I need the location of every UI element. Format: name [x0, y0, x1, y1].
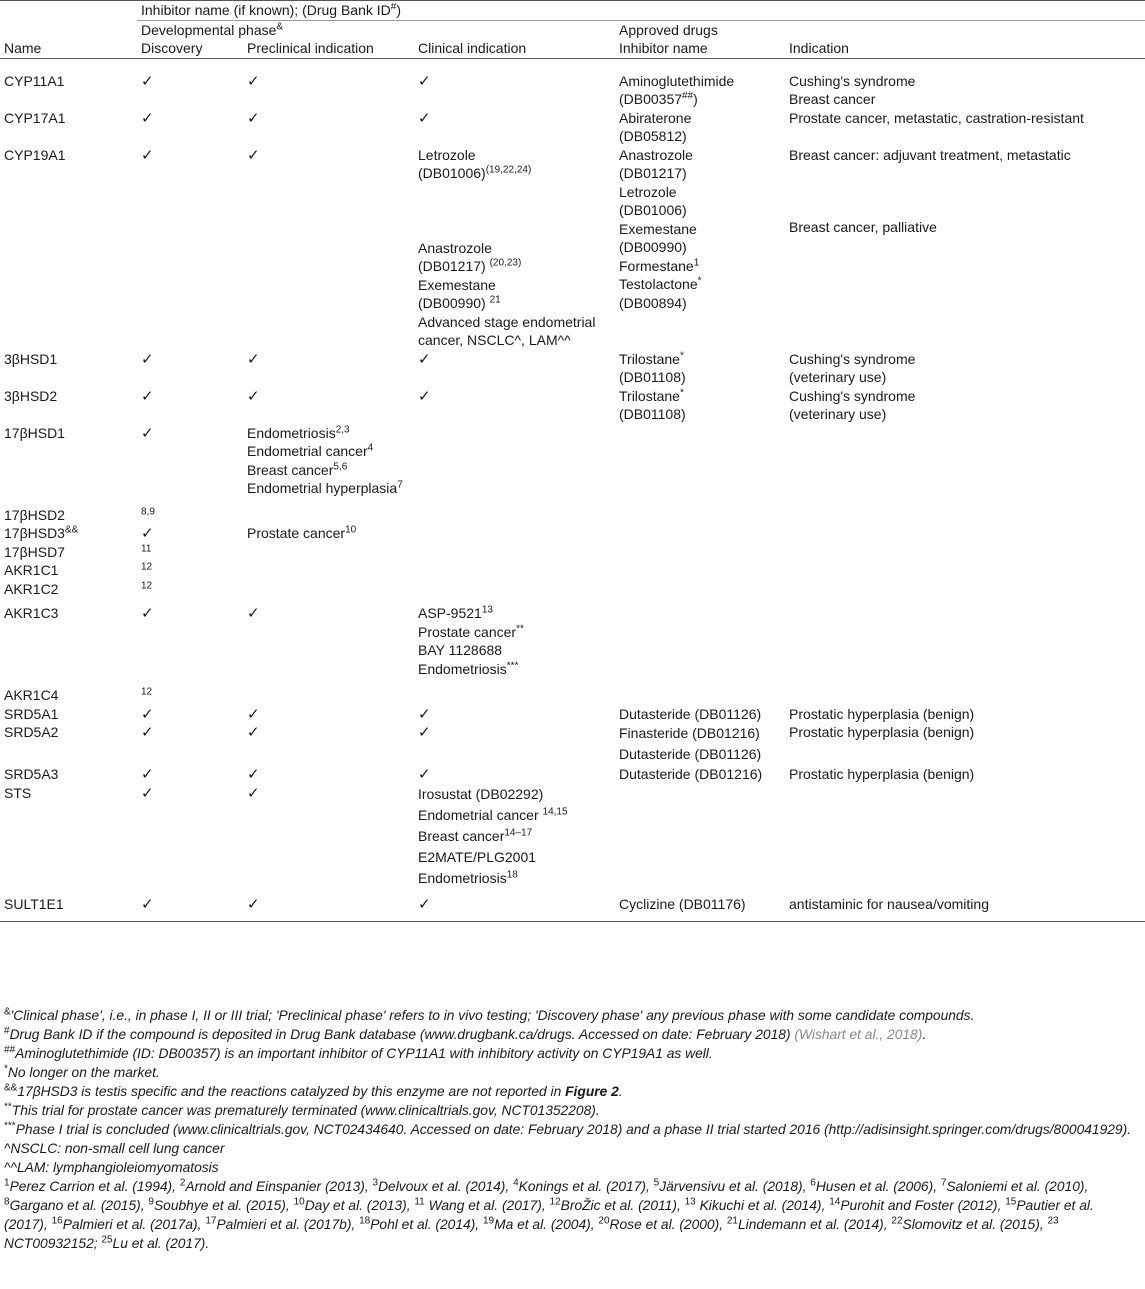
reference-link[interactable]: BroŽic et al. (2011)	[560, 1198, 677, 1213]
inhibitor-cell: Trilostane* (DB01108)	[619, 349, 686, 385]
inhibitor-cell: Trilostane* (DB01108)	[619, 386, 686, 422]
reference-mark: 4	[513, 1177, 519, 1189]
reference-mark: 17	[205, 1215, 217, 1227]
row-name: CYP17A1	[4, 109, 66, 126]
table-row	[0, 146, 1145, 350]
indication-cell: Prostatic hyperplasia (benign)	[789, 766, 975, 782]
discovery-check: ✓	[141, 349, 154, 368]
table-row	[0, 723, 1145, 765]
footnote: ^NSCLC: non-small cell lung cancer	[4, 1141, 225, 1156]
preclinical-check: ✓	[247, 765, 260, 783]
reference-link[interactable]: Perez Carrion et al. (1994)	[9, 1179, 173, 1194]
reference-mark: 21	[726, 1215, 738, 1227]
approved-header: Approved drugs	[615, 20, 1145, 39]
col-name: Name	[0, 39, 137, 58]
reference-mark: 15	[1005, 1196, 1017, 1208]
reference-mark: 20	[598, 1215, 610, 1227]
reference-mark: 11	[414, 1196, 425, 1208]
clinical-cell: Irosustat (DB02292) Endometrial cancer $^{14,15}$ Breast cancer$^{14-17}$ E2MATE/PLG2001 Endometriosis$^{18}$	[418, 785, 568, 886]
reference-link[interactable]: Slomovitz et al. (2015)	[902, 1217, 1040, 1232]
reference-mark: 5	[653, 1177, 660, 1189]
row-name: SULT1E1	[0, 895, 137, 922]
indication-cell: Prostatic hyperplasia (benign)	[789, 724, 975, 740]
discovery-check: ✓	[141, 604, 154, 622]
reference-link[interactable]: Lindemann et al. (2014)	[738, 1217, 884, 1232]
dev-phase-header: Developmental phase&	[137, 20, 615, 39]
discovery-ref: 11	[141, 542, 152, 554]
inhibitor-cell: Cyclizine (DB01176)	[615, 895, 785, 922]
table-row	[0, 561, 1145, 580]
reference-link[interactable]: Lu et al. (2017)	[112, 1236, 206, 1251]
header-row-columns	[0, 39, 1145, 58]
table-row	[0, 765, 1145, 784]
reference-link[interactable]: Rose et al. (2000)	[609, 1217, 720, 1232]
col-discovery: Discovery	[137, 39, 243, 58]
reference-mark: 7	[940, 1177, 947, 1189]
discovery-ref: 12	[141, 686, 153, 698]
inhibitor-cell: Abiraterone (DB05812)	[619, 109, 692, 144]
table-row	[0, 506, 1145, 525]
footnote: ***Phase I trial is concluded (www.clinicaltrials.gov, NCT02434640. Accessed on date: February 2018) and a phase II trial started 2016 (http://adisinsight.springer.com/drugs/800041929).	[4, 1120, 1132, 1137]
reference-link[interactable]: Järvensivu et al. (2018)	[659, 1179, 803, 1194]
table-row	[0, 784, 1145, 895]
discovery-ref: 12	[141, 579, 153, 591]
inhibitor-cell: Anastrozole (DB01217) Letrozole (DB01006) Exemestane (DB00990) Formestane$^1$ Testolactone* (DB00894)	[619, 146, 702, 311]
header-row-phase	[0, 20, 1145, 39]
col-inhibitor: Inhibitor name	[615, 39, 785, 58]
reference-mark: 6	[810, 1177, 816, 1189]
reference-link[interactable]: Ma et al. (2004)	[494, 1217, 591, 1232]
reference-mark: 2	[179, 1177, 186, 1189]
reference-mark: 10	[293, 1196, 305, 1208]
header-row-group	[0, 1, 1145, 21]
inhibitor-cell: Dutasteride (DB01216)	[619, 766, 763, 782]
inhibitor-cell: Aminoglutethimide (DB00357##)	[619, 72, 735, 107]
preclinical-cell: Prostate cancer$^{10}$	[247, 524, 357, 541]
table-row	[0, 524, 1145, 543]
clinical-check: ✓	[418, 108, 431, 127]
row-name: SRD5A3	[4, 766, 59, 782]
table-row	[0, 109, 1145, 146]
indication-cell: Prostate cancer, metastatic, castration-resistant	[789, 109, 1084, 126]
preclinical-check: ✓	[243, 895, 414, 922]
reference-mark: 8	[4, 1196, 10, 1208]
reference-link[interactable]: Pohl et al. (2014)	[370, 1217, 476, 1232]
row-name: CYP11A1	[4, 72, 65, 89]
figure-2-link[interactable]: Figure 2	[565, 1084, 619, 1099]
row-name: 17βHSD3&&	[4, 524, 79, 541]
row-name: 3βHSD2	[4, 387, 58, 404]
table-row	[0, 686, 1145, 705]
preclinical-check: ✓	[247, 723, 260, 741]
preclinical-check: ✓	[247, 604, 260, 622]
indication-cell: Cushing's syndrome (veterinary use)	[789, 350, 916, 385]
indication-cell: Cushing's syndrome (veterinary use)	[789, 387, 916, 422]
reference-link[interactable]: Saloniemi et al. (2010)	[946, 1179, 1085, 1194]
row-name: STS	[4, 784, 32, 801]
discovery-ref: 8,9	[141, 505, 155, 517]
reference-link[interactable]: Palmieri et al. (2017a)	[62, 1217, 198, 1232]
discovery-check: ✓	[141, 783, 154, 802]
clinical-cell: ASP-9521$^{13}$ Prostate cancer** BAY 1128688 Endometriosis***	[418, 604, 524, 677]
footnote: #Drug Bank ID if the compound is deposited in Drug Bank database (www.drugbank.ca/drugs. Accessed on date: February 2018) (Wishart et al., 2018).	[4, 1025, 927, 1042]
row-name: SRD5A1	[4, 705, 59, 722]
reference-mark: 3	[372, 1177, 379, 1189]
preclinical-check: ✓	[247, 71, 260, 90]
preclinical-check: ✓	[247, 145, 260, 164]
footnote: *No longer on the market.	[4, 1063, 160, 1080]
indication-cell: antistaminic for nausea/vomiting	[785, 895, 1145, 922]
discovery-check: ✓	[141, 386, 154, 405]
preclinical-cell: Endometriosis$^{2,3}$ Endometrial cancer$^4$ Breast cancer$^{5,6}$ Endometrial hyperplasia$^7$	[247, 423, 403, 496]
reference-mark: 16	[51, 1215, 63, 1227]
preclinical-check: ✓	[247, 108, 260, 127]
clinical-check: ✓	[418, 723, 431, 741]
reference-mark: 18	[359, 1215, 371, 1227]
reference-mark: 12	[549, 1196, 561, 1208]
clinical-check: ✓	[414, 895, 615, 922]
reference-link[interactable]: Kikuchi et al. (2014)	[695, 1198, 822, 1213]
reference-mark: 9	[148, 1196, 154, 1208]
footnote: ^^LAM: lymphangioleiomyomatosis	[4, 1160, 219, 1175]
footnote: **This trial for prostate cancer was prematurely terminated (www.clinicaltrials.gov, NCT01352208).	[4, 1101, 600, 1118]
reference-list: $^1$Perez Carrion et al. (1994), $^2$Arnold and Einspanier (2013), $^3$Delvoux et al. (2014), $^4$Konings et al. (2017), $^5$Järvensivu et al. (2018), $^6$Husen et al. (2006), $^7$Saloniemi et al. (2010), $^8$Gargano et al. (2015), $^9$Soubhye et al. (2015), $^{10}$Day et al. (2013), $^{11}$ Wang et al. (2017), $^{12}$BroŽic et al. (2011), $^{13}$ Kikuchi et al. (2014), $^{14}$Purohit and Foster (2012), $^{15}$Pautier et al. (2017), $^{16}$Palmieri et al. (2017a), $^{17}$Palmieri et al. (2017b), $^{18}$Pohl et al. (2014), $^{19}$Ma et al. (2004), $^{20}$Rose et al. (2000), $^{21}$Lindemann et al. (2014), $^{22}$Slomovitz et al. (2015), $^{23}$ NCT00932152; $^{25}$Lu et al. (2017).	[4, 1177, 1094, 1251]
discovery-ref: 12	[141, 561, 153, 573]
reference-link[interactable]: Purohit and Foster (2012)	[840, 1198, 998, 1213]
reference-link[interactable]: Day et al. (2013)	[304, 1198, 407, 1213]
table-row	[0, 387, 1145, 424]
col-preclinical: Preclinical indication	[243, 39, 414, 58]
indication-cell: Cushing's syndrome Breast cancer	[789, 72, 916, 107]
discovery-check: ✓	[141, 108, 154, 127]
discovery-check: ✓	[141, 704, 154, 723]
row-name: AKR1C1	[4, 562, 59, 578]
table-row	[0, 895, 1145, 922]
row-name: SRD5A2	[4, 724, 59, 740]
table-row	[0, 580, 1145, 599]
clinical-cell: Letrozole $(DB01006)^{(19,22,24)}$ Anastrozole (DB01217) $^{(20,23)}$ Exemestane (DB00990) $^{21}$ Advanced stage endometrial cancer, NSCLC^, LAM^^	[418, 146, 596, 348]
row-name: 17βHSD1	[4, 424, 65, 441]
clinical-check: ✓	[418, 71, 431, 90]
clinical-check: ✓	[418, 704, 431, 723]
table-footnotes	[4, 1006, 1141, 1253]
preclinical-check: ✓	[247, 783, 260, 802]
discovery-check: ✓	[141, 524, 154, 542]
reference-link[interactable]: Palmieri et al. (2017b)	[216, 1217, 352, 1232]
inhibitor-cell: Dutasteride (DB01126)	[619, 705, 762, 722]
reference-mark: 13	[684, 1196, 696, 1208]
reference-mark: 1	[4, 1177, 10, 1189]
reference-link[interactable]: Konings et al. (2017)	[518, 1179, 646, 1194]
reference-link[interactable]: Pautier et al. (2017)	[4, 1198, 1094, 1232]
preclinical-check: ✓	[247, 704, 260, 723]
footnote: &'Clinical phase', i.e., in phase I, II or III trial; 'Preclinical phase' refers to in vivo testing; 'Discovery phase' any previous phase with some candidate compounds.	[4, 1006, 975, 1023]
discovery-check: ✓	[141, 765, 154, 783]
reference-mark: 25	[101, 1234, 113, 1246]
reference-link[interactable]: Delvoux et al. (2014)	[378, 1179, 506, 1194]
table-row	[0, 705, 1145, 724]
footnote: ##Aminoglutethimide (ID: DB00357) is an important inhibitor of CYP11A1 with inhibitory activity on CYP19A1 as well.	[4, 1044, 713, 1061]
row-name: 3βHSD1	[4, 350, 58, 367]
footnote: &&17βHSD3 is testis specific and the reactions catalyzed by this enzyme are not reported in Figure 2.	[4, 1082, 623, 1099]
row-name: CYP19A1	[4, 146, 66, 163]
table-row	[0, 598, 1145, 686]
table-row	[0, 424, 1145, 506]
table-row	[0, 350, 1145, 387]
wishart-citation-link[interactable]: (Wishart et al., 2018)	[794, 1027, 923, 1042]
reference-mark: 22	[891, 1215, 903, 1227]
discovery-check: ✓	[141, 145, 154, 164]
row-name: AKR1C3	[4, 605, 59, 621]
col-indication: Indication	[785, 39, 1145, 58]
inhibitor-cell: Finasteride (DB01216) Dutasteride (DB01126)	[619, 725, 762, 762]
clinical-check: ✓	[418, 765, 431, 783]
reference-link[interactable]: Gargano et al. (2015)	[9, 1198, 141, 1213]
reference-link[interactable]: Arnold and Einspanier (2013)	[185, 1179, 365, 1194]
indication-cell: Breast cancer: adjuvant treatment, metastatic Breast cancer, palliative	[789, 146, 1071, 235]
table-row	[0, 58, 1145, 109]
reference-mark: 14	[829, 1196, 841, 1208]
table-row	[0, 543, 1145, 562]
reference-link[interactable]: Husen et al. (2006)	[815, 1179, 934, 1194]
reference-link[interactable]: Wang et al. (2017)	[424, 1198, 542, 1213]
row-name: AKR1C4	[4, 687, 59, 703]
clinical-check: ✓	[418, 349, 431, 368]
discovery-check: ✓	[141, 71, 154, 90]
reference-link[interactable]: Soubhye et al. (2015)	[153, 1198, 286, 1213]
discovery-check: ✓	[141, 723, 154, 741]
discovery-check: ✓	[141, 423, 154, 442]
reference-link[interactable]: NCT00932152;	[4, 1236, 102, 1251]
preclinical-check: ✓	[247, 349, 260, 368]
reference-mark: 19	[482, 1215, 495, 1227]
preclinical-check: ✓	[247, 386, 260, 405]
clinical-check: ✓	[418, 386, 431, 405]
row-name: AKR1C2	[4, 580, 59, 597]
row-name: 17βHSD7	[4, 543, 65, 560]
discovery-check: ✓	[137, 895, 243, 922]
indication-cell: Prostatic hyperplasia (benign)	[789, 705, 975, 722]
reference-mark: 23	[1047, 1215, 1059, 1227]
col-clinical: Clinical indication	[414, 39, 615, 58]
row-name: 17βHSD2	[4, 506, 65, 523]
group-title: Inhibitor name (if known); (Drug Bank ID#)	[141, 1, 401, 18]
